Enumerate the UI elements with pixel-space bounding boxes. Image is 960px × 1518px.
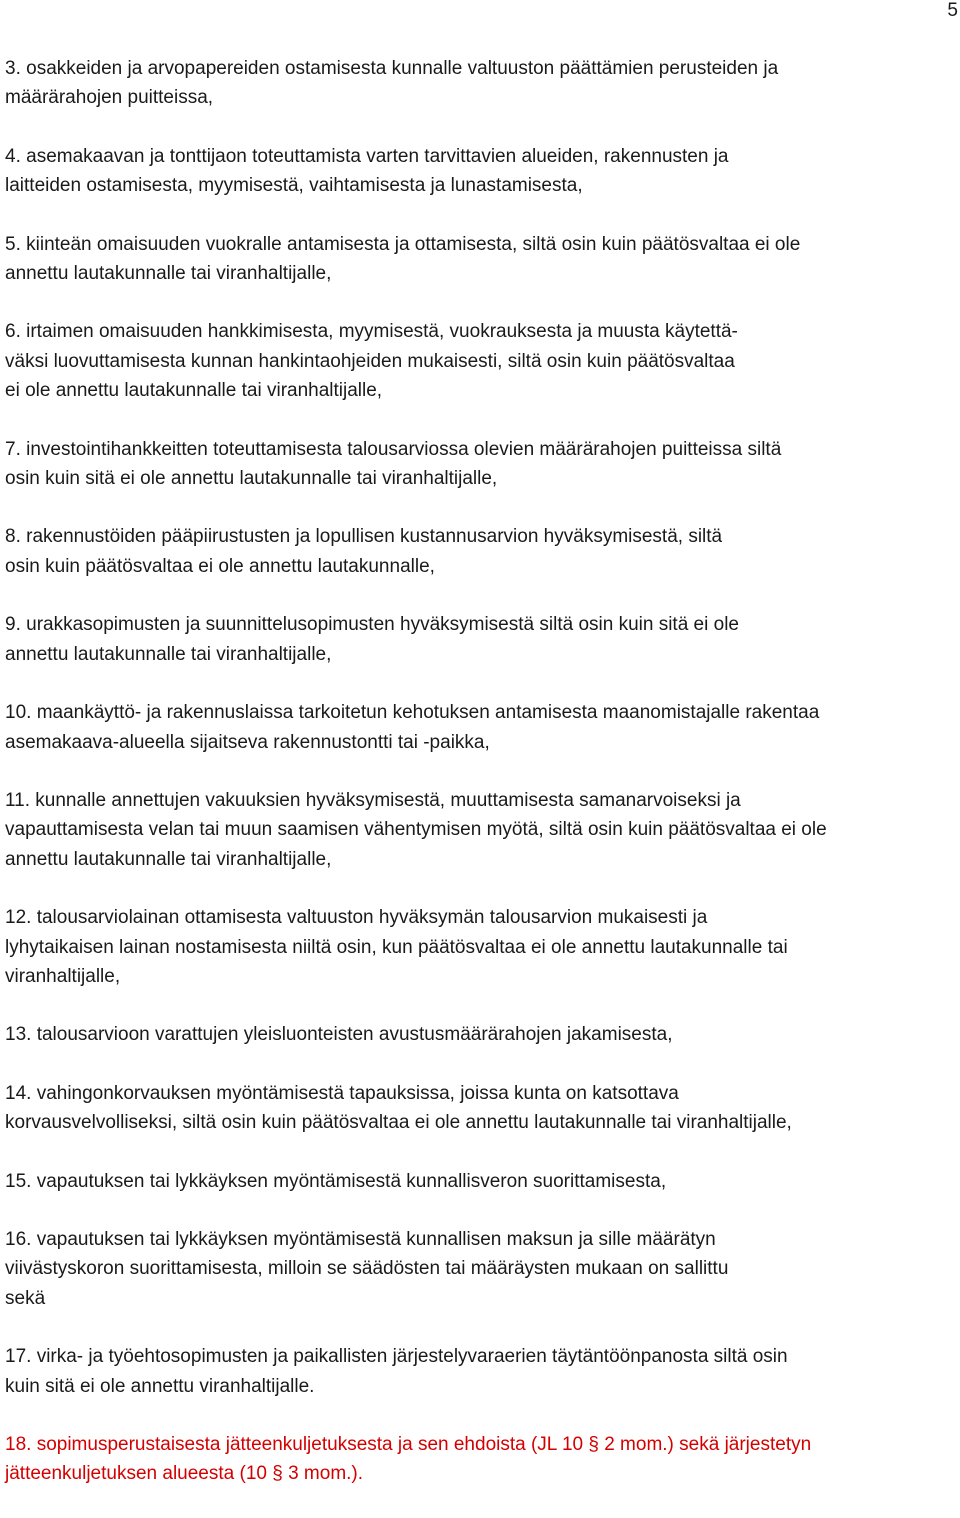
list-item-15	[5, 1167, 957, 1196]
list-item-8	[5, 522, 957, 581]
list-item-3	[5, 54, 957, 113]
list-item-line: 18. sopimusperustaisesta jätteenkuljetuksesta ja sen ehdoista (JL 10 § 2 mom.) sekä järjestetyn	[5, 1434, 812, 1455]
list-item-11	[5, 786, 957, 874]
list-item-line: 14. vahingonkorvauksen myöntämisestä tapauksissa, joissa kunta on katsottava	[5, 1082, 679, 1104]
list-item-16	[5, 1225, 957, 1313]
list-item-line: 6. irtaimen omaisuuden hankkimisesta, myymisestä, vuokrauksesta ja muusta käytettä-	[5, 321, 738, 343]
list-item-line: jätteenkuljetuksen alueesta (10 § 3 mom.).	[5, 1463, 364, 1485]
list-item-line: kuin sitä ei ole annettu viranhaltijalle.	[5, 1375, 315, 1397]
list-item-line: lyhytaikaisen lainan nostamisesta niiltä osin, kun päätösvaltaa ei ole annettu lautakunnalle tai	[5, 936, 788, 958]
document-body	[5, 54, 957, 1518]
list-item-line: 9. urakkasopimusten ja suunnittelusopimusten hyväksymisestä siltä osin kuin sitä ei ole	[5, 614, 739, 636]
list-item-17	[5, 1342, 957, 1401]
list-item-line: ei ole annettu lautakunnalle tai viranhaltijalle,	[5, 380, 383, 402]
list-item-18-highlighted	[5, 1430, 957, 1489]
list-item-line: osin kuin sitä ei ole annettu lautakunnalle tai viranhaltijalle,	[5, 468, 498, 490]
list-item-line: 11. kunnalle annettujen vakuuksien hyväksymisestä, muuttamisesta samanarvoiseksi ja	[5, 789, 741, 811]
list-item-9	[5, 610, 957, 669]
page-number: 5	[947, 0, 958, 21]
list-item-line: sekä	[5, 1287, 46, 1309]
list-item-line: 10. maankäyttö- ja rakennuslaissa tarkoitetun kehotuksen antamisesta maanomistajalle rakentaa	[5, 702, 820, 724]
list-item-line: laitteiden ostamisesta, myymisestä, vaihtamisesta ja lunastamisesta,	[5, 175, 583, 197]
list-item-line: annettu lautakunnalle tai viranhaltijalle,	[5, 263, 332, 285]
list-item-line: 7. investointihankkeitten toteuttamisesta talousarviossa olevien määrärahojen puitteissa siltä	[5, 438, 782, 460]
list-item-5	[5, 230, 957, 289]
list-item-line: viranhaltijalle,	[5, 965, 121, 987]
list-item-line: 16. vapautuksen tai lykkäyksen myöntämisestä kunnallisen maksun ja sille määrätyn	[5, 1228, 716, 1250]
list-item-line: määrärahojen puitteissa,	[5, 87, 214, 109]
list-item-line: väksi luovuttamisesta kunnan hankintaohjeiden mukaisesti, siltä osin kuin päätösvaltaa	[5, 350, 735, 372]
list-item-line: annettu lautakunnalle tai viranhaltijalle,	[5, 643, 332, 665]
list-item-line: 12. talousarviolainan ottamisesta valtuuston hyväksymän talousarvion mukaisesti ja	[5, 907, 708, 929]
list-item-4	[5, 142, 957, 201]
list-item-line: 15. vapautuksen tai lykkäyksen myöntämisestä kunnallisveron suorittamisesta,	[5, 1170, 667, 1192]
list-item-7	[5, 435, 957, 494]
list-item-14	[5, 1079, 957, 1138]
list-item-line: viivästyskoron suorittamisesta, milloin se säädösten tai määräysten mukaan on sallittu	[5, 1258, 729, 1280]
list-item-line: vapauttamisesta velan tai muun saamisen vähentymisen myötä, siltä osin kuin päätösvaltaa ei ole	[5, 819, 827, 841]
list-item-line: 5. kiinteän omaisuuden vuokralle antamisesta ja ottamisesta, siltä osin kuin päätösvaltaa ei ole	[5, 233, 801, 255]
list-item-line: 17. virka- ja työehtosopimusten ja paikallisten järjestelyvaraerien täytäntöönpanosta siltä osin	[5, 1346, 788, 1368]
list-item-line: annettu lautakunnalle tai viranhaltijalle,	[5, 848, 332, 870]
list-item-line: 13. talousarvioon varattujen yleisluonteisten avustusmäärärahojen jakamisesta,	[5, 1024, 673, 1046]
list-item-13	[5, 1020, 957, 1049]
list-item-6	[5, 317, 957, 405]
list-item-12	[5, 903, 957, 991]
list-item-10	[5, 698, 957, 757]
list-item-line: korvausvelvolliseksi, siltä osin kuin päätösvaltaa ei ole annettu lautakunnalle tai viranhaltijalle,	[5, 1112, 792, 1134]
list-item-line: 3. osakkeiden ja arvopapereiden ostamisesta kunnalle valtuuston päättämien perusteiden ja	[5, 58, 779, 79]
list-item-line: 8. rakennustöiden pääpiirustusten ja lopullisen kustannusarvion hyväksymisestä, siltä	[5, 526, 723, 548]
list-item-line: 4. asemakaavan ja tonttijaon toteuttamista varten tarvittavien alueiden, rakennusten ja	[5, 145, 729, 167]
list-item-line: osin kuin päätösvaltaa ei ole annettu lautakunnalle,	[5, 555, 435, 577]
list-item-line: asemakaava-alueella sijaitseva rakennustontti tai -paikka,	[5, 731, 490, 753]
